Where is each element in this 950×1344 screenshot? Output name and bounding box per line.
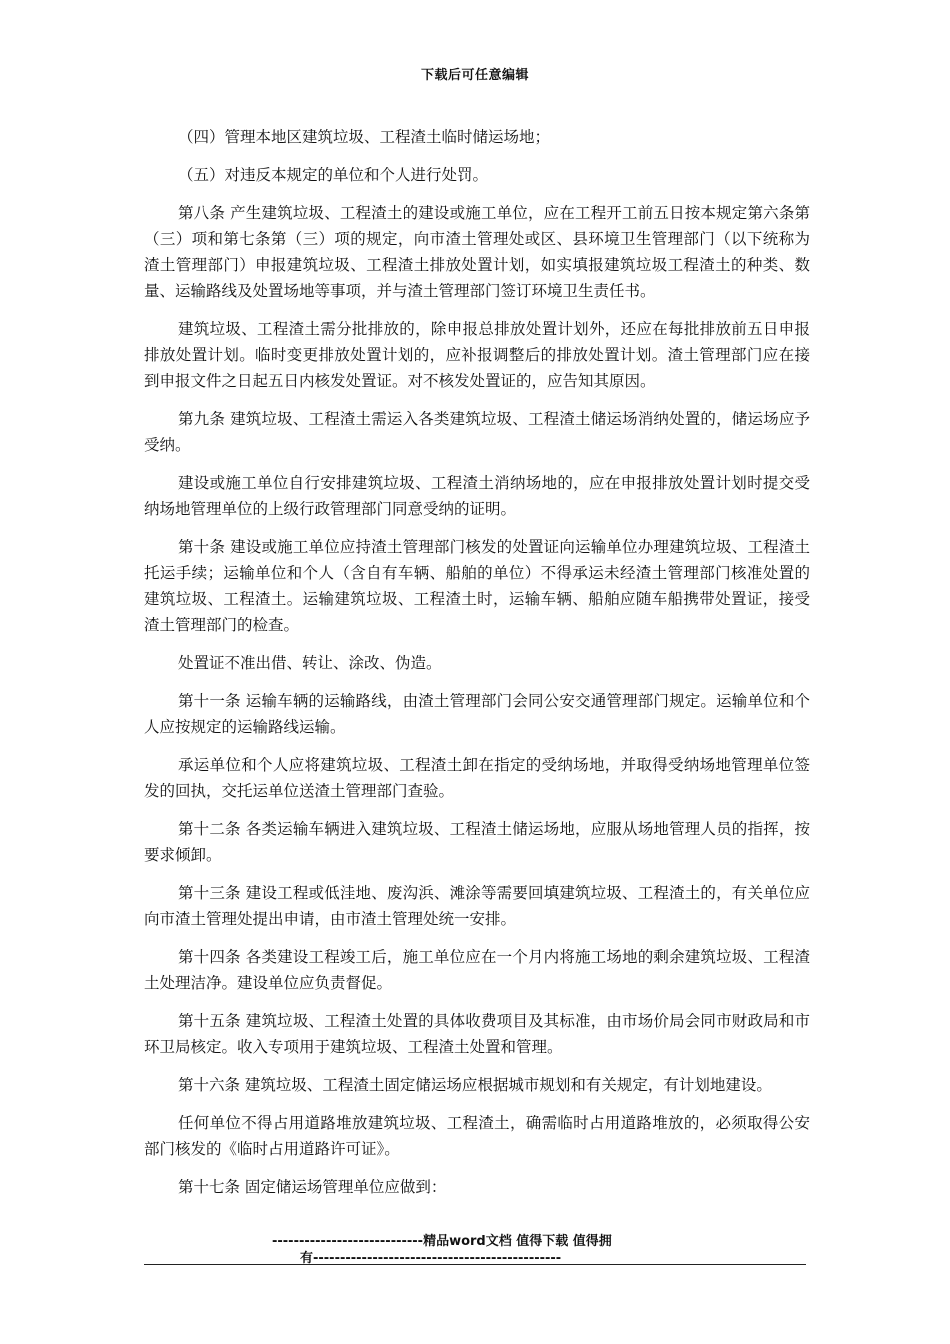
paragraph: 第十五条 建筑垃圾、工程渣土处置的具体收费项目及其标准，由市场价局会同市财政局和市环卫局核定。收入专项用于建筑垃圾、工程渣土处置和管理。 [144,1012,810,1056]
paragraph: 第九条 建筑垃圾、工程渣土需运入各类建筑垃圾、工程渣土储运场消纳处置的，储运场应予受纳。 [144,410,810,454]
paragraph: 第八条 产生建筑垃圾、工程渣土的建设或施工单位，应在工程开工前五日按本规定第六条第（三）项和第七条第（三）项的规定，向市渣土管理处或区、县环境卫生管理部门（以下统称为渣土管理部门）申报建筑垃圾、工程渣土排放处置计划，如实填报建筑垃圾工程渣土的种类、数量、运输路线及处置场地等事项，并与渣土管理部门签订环境卫生责任书。 [144,204,810,300]
footer-text-line-2: 有---------------------------------------------- [300,1251,562,1266]
paragraph: 第十一条 运输车辆的运输路线，由渣土管理部门会同公安交通管理部门规定。运输单位和个人应按规定的运输路线运输。 [144,692,810,736]
footer-divider [144,1264,806,1265]
paragraph: （五）对违反本规定的单位和个人进行处罚。 [178,166,489,184]
paragraph: （四）管理本地区建筑垃圾、工程渣土临时储运场地； [178,128,551,146]
paragraph: 第十七条 固定储运场管理单位应做到： [178,1178,447,1196]
paragraph: 处置证不准出借、转让、涂改、伪造。 [178,654,442,672]
paragraph: 任何单位不得占用道路堆放建筑垃圾、工程渣土，确需临时占用道路堆放的，必须取得公安部门核发的《临时占用道路许可证》。 [144,1114,810,1158]
paragraph: 建筑垃圾、工程渣土需分批排放的，除申报总排放处置计划外，还应在每批排放前五日申报排放处置计划。临时变更排放处置计划的，应补报调整后的排放处置计划。渣土管理部门应在接到申报文件之日起五日内核发处置证。对不核发处置证的，应告知其原因。 [144,320,810,390]
paragraph: 第十条 建设或施工单位应持渣土管理部门核发的处置证向运输单位办理建筑垃圾、工程渣土托运手续；运输单位和个人（含自有车辆、船舶的单位）不得承运未经渣土管理部门核准处置的建筑垃圾、工程渣土。运输建筑垃圾、工程渣土时，运输车辆、船舶应随车船携带处置证，接受渣土管理部门的检查。 [144,538,810,634]
document-body [144,124,810,1212]
paragraph: 建设或施工单位自行安排建筑垃圾、工程渣土消纳场地的，应在申报排放处置计划时提交受纳场地管理单位的上级行政管理部门同意受纳的证明。 [144,474,810,518]
paragraph: 承运单位和个人应将建筑垃圾、工程渣土卸在指定的受纳场地，并取得受纳场地管理单位签发的回执，交托运单位送渣土管理部门查验。 [144,756,810,800]
paragraph: 第十三条 建设工程或低洼地、废沟浜、滩涂等需要回填建筑垃圾、工程渣土的，有关单位应向市渣土管理处提出申请，由市渣土管理处统一安排。 [144,884,810,928]
paragraph: 第十四条 各类建设工程竣工后，施工单位应在一个月内将施工场地的剩余建筑垃圾、工程渣土处理洁净。建设单位应负责督促。 [144,948,810,992]
paragraph: 第十六条 建筑垃圾、工程渣土固定储运场应根据城市规划和有关规定，有计划地建设。 [178,1076,772,1094]
paragraph: 第十二条 各类运输车辆进入建筑垃圾、工程渣土储运场地，应服从场地管理人员的指挥，按要求倾卸。 [144,820,810,864]
page-header: 下载后可任意编辑 [420,68,529,83]
footer-text-line-1: ----------------------------精品word文档 值得下载 值得拥 [272,1234,612,1249]
